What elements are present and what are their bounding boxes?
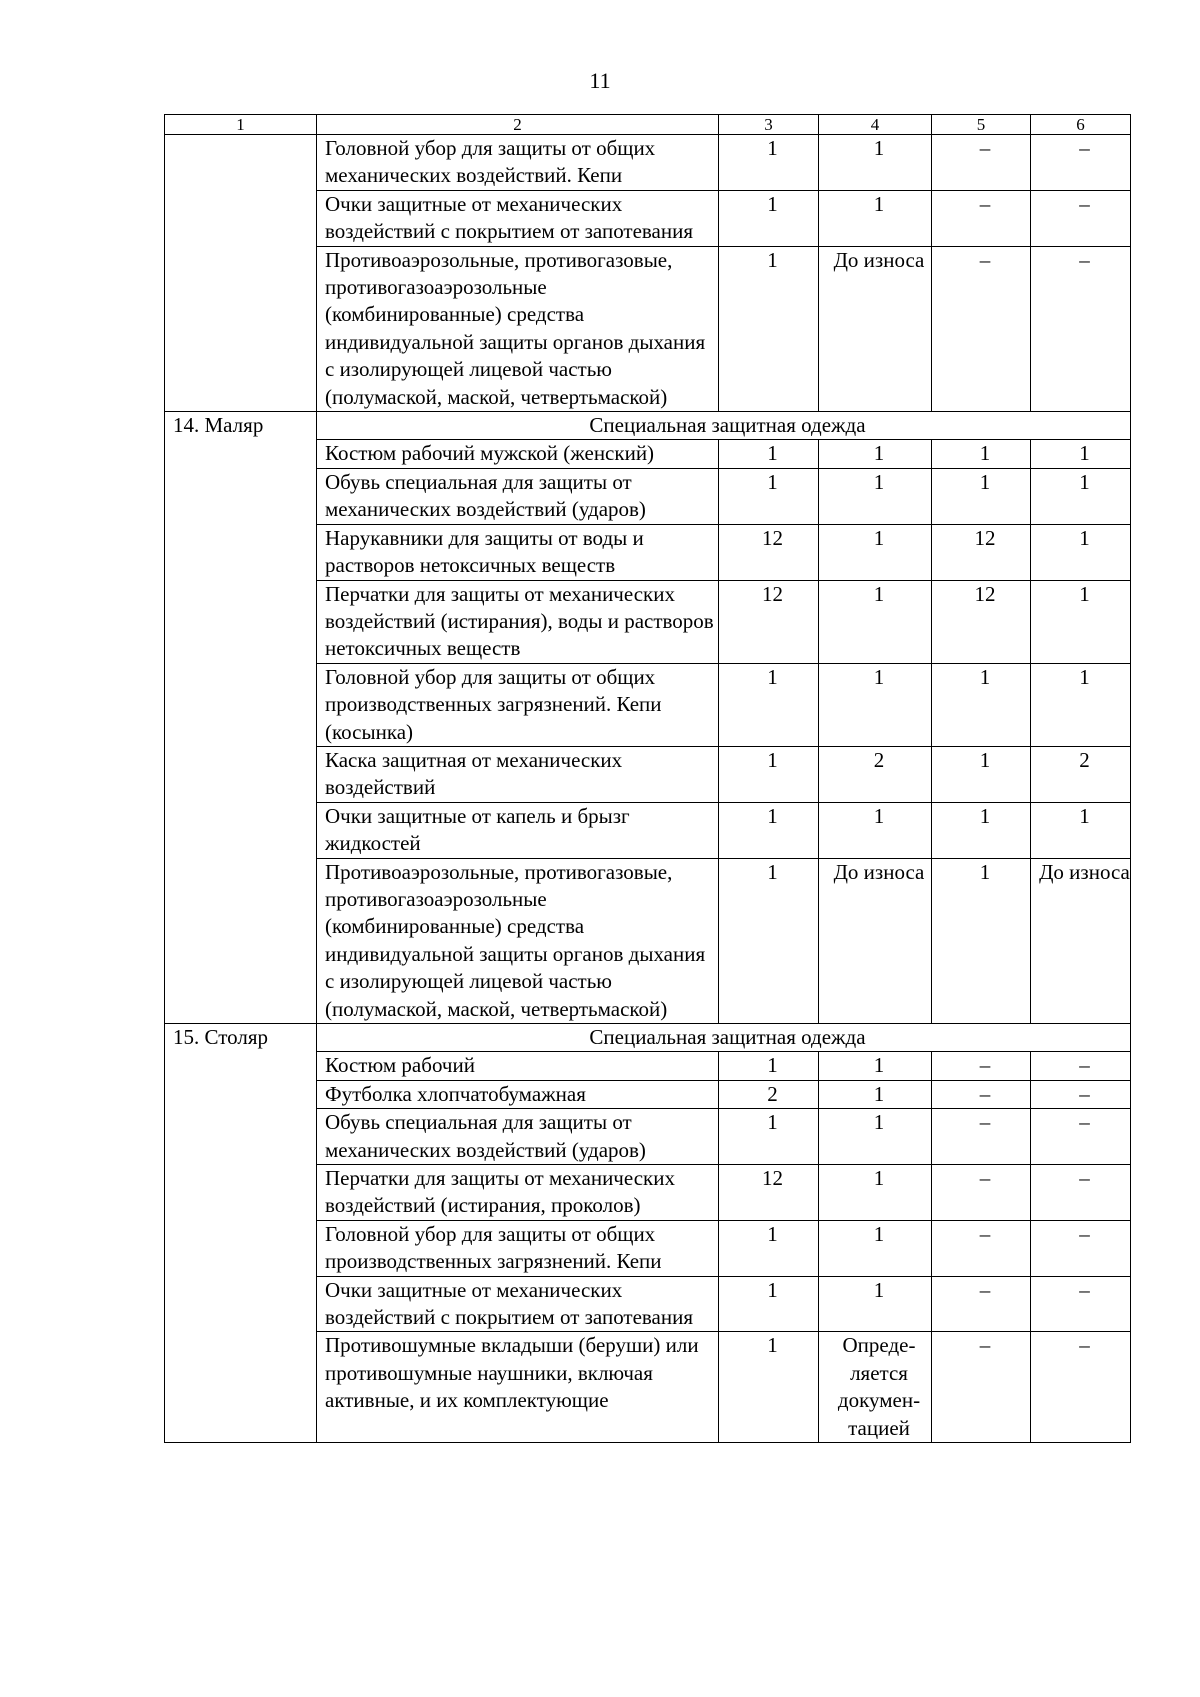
quantity-cell: 1 bbox=[819, 468, 932, 524]
quantity-cell: 1 bbox=[819, 1052, 932, 1080]
quantity-cell: 1 bbox=[819, 1080, 932, 1108]
quantity-cell: 1 bbox=[819, 802, 932, 858]
table-row bbox=[165, 135, 1131, 191]
item-name: Футболка хлопчатобумажная bbox=[317, 1080, 719, 1108]
quantity-cell: 1 bbox=[819, 440, 932, 468]
quantity-cell: – bbox=[1031, 1332, 1131, 1443]
quantity-cell: – bbox=[1031, 190, 1131, 246]
quantity-cell: 12 bbox=[932, 524, 1031, 580]
quantity-cell: – bbox=[932, 1220, 1031, 1276]
quantity-cell: 1 bbox=[1031, 580, 1131, 663]
quantity-cell: 1 bbox=[819, 1276, 932, 1332]
item-name: Очки защитные от механических воздействий с покрытием от запотевания bbox=[317, 190, 719, 246]
quantity-cell: – bbox=[1031, 1052, 1131, 1080]
section-header: Специальная защитная одежда bbox=[317, 1024, 1131, 1052]
item-name: Очки защитные от механических воздействий с покрытием от запотевания bbox=[317, 1276, 719, 1332]
quantity-cell: – bbox=[932, 1276, 1031, 1332]
column-header: 1 bbox=[165, 115, 317, 135]
column-header: 5 bbox=[932, 115, 1031, 135]
ppe-norms-table bbox=[164, 114, 1131, 1443]
quantity-cell: 1 bbox=[1031, 440, 1131, 468]
quantity-cell: – bbox=[1031, 1165, 1131, 1221]
quantity-cell: 12 bbox=[719, 580, 819, 663]
item-name: Нарукавники для защиты от воды и растворов нетоксичных веществ bbox=[317, 524, 719, 580]
item-name: Перчатки для защиты от механических воздействий (истирания, проколов) bbox=[317, 1165, 719, 1221]
quantity-cell: 1 bbox=[819, 580, 932, 663]
quantity-cell: – bbox=[932, 1080, 1031, 1108]
quantity-cell: 1 bbox=[819, 1165, 932, 1221]
quantity-cell: – bbox=[932, 246, 1031, 411]
column-number-row bbox=[165, 115, 1131, 135]
quantity-cell: 1 bbox=[819, 663, 932, 746]
quantity-cell: 1 bbox=[719, 440, 819, 468]
section-header-row bbox=[165, 412, 1131, 440]
quantity-cell: 1 bbox=[719, 468, 819, 524]
column-header: 3 bbox=[719, 115, 819, 135]
quantity-cell: Опреде-ляется докумен-тацией bbox=[819, 1332, 932, 1443]
quantity-cell: – bbox=[932, 1109, 1031, 1165]
quantity-cell: – bbox=[1031, 1109, 1131, 1165]
quantity-cell: 1 bbox=[932, 802, 1031, 858]
quantity-cell: 1 bbox=[719, 663, 819, 746]
profession-cell: 14. Маляр bbox=[165, 412, 317, 1024]
quantity-cell: 1 bbox=[719, 190, 819, 246]
quantity-cell: – bbox=[1031, 1220, 1131, 1276]
item-name: Противошумные вкладыши (беруши) или противошумные наушники, включая активные, и их комплектующие bbox=[317, 1332, 719, 1443]
section-header: Специальная защитная одежда bbox=[317, 412, 1131, 440]
quantity-cell: 2 bbox=[819, 746, 932, 802]
quantity-cell: 1 bbox=[819, 190, 932, 246]
column-header: 4 bbox=[819, 115, 932, 135]
item-name: Противоаэрозольные, противогазовые, противогазоаэрозольные (комбинированные) средства индивидуальной защиты органов дыхания с изолирующей лицевой частью (полумаской, маской, четвертьмаской) bbox=[317, 246, 719, 411]
quantity-cell: – bbox=[1031, 135, 1131, 191]
item-name: Обувь специальная для защиты от механических воздействий (ударов) bbox=[317, 468, 719, 524]
quantity-cell: 12 bbox=[719, 524, 819, 580]
profession-cell: 15. Столяр bbox=[165, 1024, 317, 1443]
quantity-cell: – bbox=[932, 135, 1031, 191]
quantity-cell: 2 bbox=[1031, 746, 1131, 802]
quantity-cell: – bbox=[932, 190, 1031, 246]
quantity-cell: 1 bbox=[719, 1052, 819, 1080]
column-header: 2 bbox=[317, 115, 719, 135]
quantity-cell: 1 bbox=[719, 858, 819, 1023]
quantity-cell: 1 bbox=[719, 746, 819, 802]
quantity-cell: 1 bbox=[932, 468, 1031, 524]
column-header: 6 bbox=[1031, 115, 1131, 135]
quantity-cell: 1 bbox=[719, 1276, 819, 1332]
quantity-cell: – bbox=[932, 1165, 1031, 1221]
quantity-cell: – bbox=[1031, 246, 1131, 411]
quantity-cell: 1 bbox=[819, 1109, 932, 1165]
quantity-cell: 1 bbox=[819, 524, 932, 580]
quantity-cell: 1 bbox=[932, 663, 1031, 746]
section-header-row bbox=[165, 1024, 1131, 1052]
item-name: Перчатки для защиты от механических воздействий (истирания), воды и растворов нетоксичных веществ bbox=[317, 580, 719, 663]
quantity-cell: 1 bbox=[719, 1332, 819, 1443]
quantity-cell: 1 bbox=[719, 1109, 819, 1165]
quantity-cell: До износа bbox=[819, 858, 932, 1023]
quantity-cell: 1 bbox=[719, 1220, 819, 1276]
quantity-cell: 1 bbox=[932, 858, 1031, 1023]
quantity-cell: – bbox=[932, 1052, 1031, 1080]
quantity-cell: – bbox=[1031, 1080, 1131, 1108]
page-number: 11 bbox=[589, 68, 611, 93]
quantity-cell: 1 bbox=[932, 746, 1031, 802]
quantity-cell: – bbox=[1031, 1276, 1131, 1332]
quantity-cell: 1 bbox=[719, 135, 819, 191]
quantity-cell: 1 bbox=[719, 802, 819, 858]
quantity-cell: – bbox=[932, 1332, 1031, 1443]
quantity-cell: 1 bbox=[719, 246, 819, 411]
quantity-cell: 1 bbox=[1031, 468, 1131, 524]
item-name: Костюм рабочий bbox=[317, 1052, 719, 1080]
quantity-cell: 2 bbox=[719, 1080, 819, 1108]
quantity-cell: 1 bbox=[1031, 663, 1131, 746]
quantity-cell: 1 bbox=[932, 440, 1031, 468]
quantity-cell: До износа bbox=[819, 246, 932, 411]
quantity-cell: 12 bbox=[932, 580, 1031, 663]
quantity-cell: 1 bbox=[1031, 802, 1131, 858]
quantity-cell: 1 bbox=[819, 135, 932, 191]
quantity-cell: До износа bbox=[1031, 858, 1131, 1023]
quantity-cell: 12 bbox=[719, 1165, 819, 1221]
profession-cell-empty bbox=[165, 135, 317, 412]
item-name: Противоаэрозольные, противогазовые, противогазоаэрозольные (комбинированные) средства индивидуальной защиты органов дыхания с изолирующей лицевой частью (полумаской, маской, четвертьмаской) bbox=[317, 858, 719, 1023]
item-name: Очки защитные от капель и брызг жидкостей bbox=[317, 802, 719, 858]
quantity-cell: 1 bbox=[819, 1220, 932, 1276]
quantity-cell: 1 bbox=[1031, 524, 1131, 580]
item-name: Каска защитная от механических воздействий bbox=[317, 746, 719, 802]
item-name: Костюм рабочий мужской (женский) bbox=[317, 440, 719, 468]
item-name: Головной убор для защиты от общих производственных загрязнений. Кепи bbox=[317, 1220, 719, 1276]
item-name: Обувь специальная для защиты от механических воздействий (ударов) bbox=[317, 1109, 719, 1165]
item-name: Головной убор для защиты от общих производственных загрязнений. Кепи (косынка) bbox=[317, 663, 719, 746]
item-name: Головной убор для защиты от общих механических воздействий. Кепи bbox=[317, 135, 719, 191]
